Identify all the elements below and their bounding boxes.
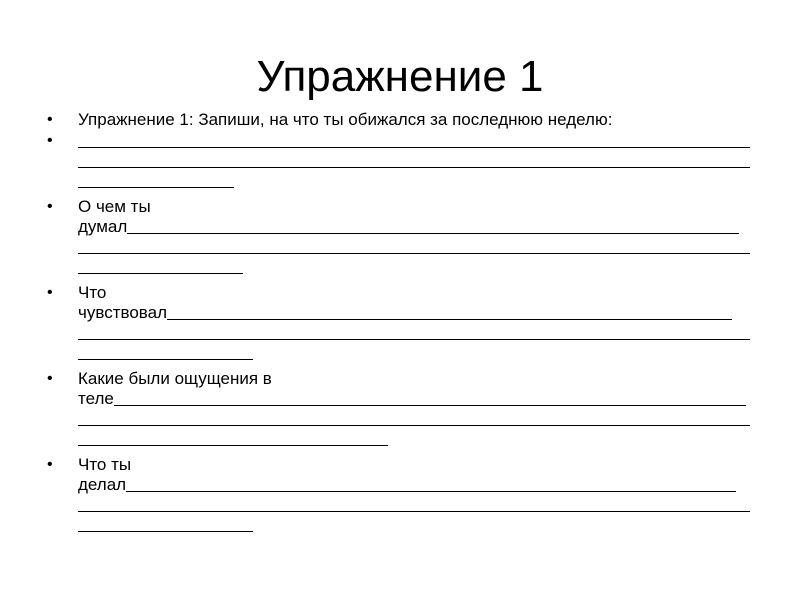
list-item-feelings: [44, 283, 764, 363]
answer-line[interactable]: [78, 495, 764, 515]
bullet-icon: •: [47, 111, 53, 128]
answer-line[interactable]: [114, 405, 746, 406]
answer-line[interactable]: [167, 319, 732, 320]
feelings-label-line2: чувствовал: [78, 303, 167, 322]
answer-line[interactable]: [78, 131, 764, 151]
bullet-icon: •: [47, 370, 53, 387]
bullet-list: [44, 110, 764, 536]
answer-line[interactable]: [78, 323, 764, 343]
answer-line[interactable]: [127, 233, 739, 234]
answer-line[interactable]: [78, 515, 764, 535]
list-item-actions: [44, 455, 764, 535]
answer-line[interactable]: [78, 237, 764, 257]
bullet-icon: •: [47, 132, 53, 149]
answer-line[interactable]: [78, 171, 764, 191]
answer-line[interactable]: [78, 429, 764, 449]
list-item-instruction: [44, 110, 764, 130]
bullet-icon: •: [47, 456, 53, 473]
thoughts-label-line1: О чем ты: [78, 197, 151, 216]
answer-line[interactable]: [78, 257, 764, 277]
list-item-answer-lines: [44, 131, 764, 191]
list-item-body-sensations: [44, 369, 764, 449]
instruction-text: Упражнение 1: Запиши, на что ты обижался за последнюю неделю:: [78, 110, 613, 129]
list-item-thoughts: [44, 197, 764, 277]
feelings-label-line1: Что: [78, 283, 107, 302]
actions-label-line1: Что ты: [78, 455, 132, 474]
slide-title: Упражнение 1: [256, 52, 544, 101]
sensations-label-line2: теле: [78, 389, 114, 408]
thoughts-label-line2: думал: [78, 217, 128, 236]
bullet-icon: •: [47, 198, 53, 215]
actions-label-line2: делал: [78, 475, 127, 494]
sensations-label-line1: Какие были ощущения в: [78, 369, 272, 388]
answer-line[interactable]: [126, 491, 736, 492]
answer-line[interactable]: [78, 151, 764, 171]
bullet-icon: •: [47, 284, 53, 301]
answer-line[interactable]: [78, 409, 764, 429]
answer-line[interactable]: [78, 343, 764, 363]
